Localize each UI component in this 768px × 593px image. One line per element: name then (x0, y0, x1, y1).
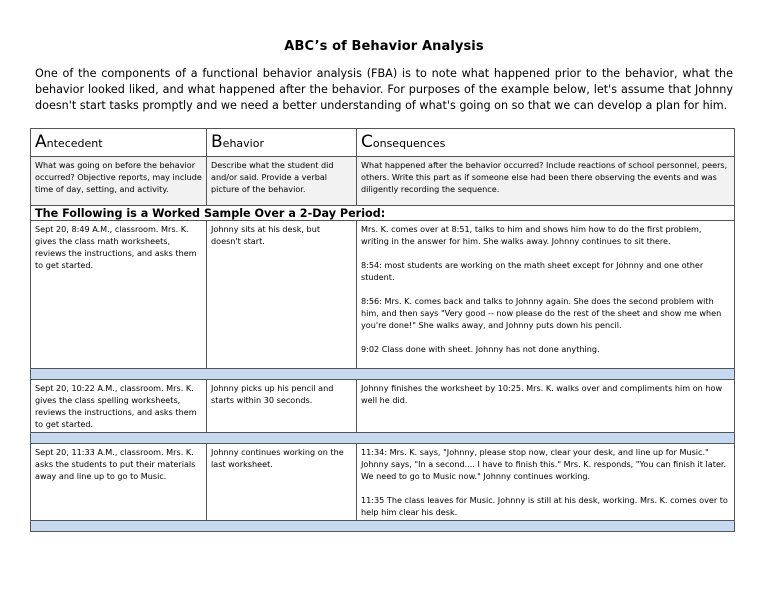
row-3-consequences (357, 444, 735, 521)
row-separator (31, 521, 735, 532)
row-2-consequences (357, 380, 735, 433)
consequence-entry: Johnny finishes the worksheet by 10:25. Mrs. K. walks over and compliments him on how well he did. (361, 383, 723, 405)
row-1-consequences (357, 221, 735, 369)
description-row (31, 157, 735, 206)
antecedent-description: What was going on before the behavior occurred? Objective reports, may include time of day, setting, and activity. (31, 157, 207, 206)
header-consequences-rest: onsequences (372, 137, 446, 150)
consequence-entry: 8:56: Mrs. K. comes back and talks to Johnny again. She does the second problem with him, and then says "Very good -- now please do the rest of the sheet and show me when you're done!" She walks away, and Johnny puts down his pencil. (361, 296, 722, 330)
row-separator (31, 369, 735, 380)
header-behavior-rest: ehavior (222, 137, 264, 150)
header-consequences-initial: C (361, 132, 373, 152)
document-title: ABC’s of Behavior Analysis (284, 39, 484, 54)
consequence-entry: 8:54: most students are working on the math sheet except for Johnny and one other student. (361, 260, 704, 282)
row-2-antecedent: Sept 20, 10:22 A.M., classroom. Mrs. K. gives the class spelling worksheets, reviews the instructions, and asks them to get started. (31, 380, 207, 433)
row-3-behavior: Johnny continues working on the last worksheet. (207, 444, 357, 521)
consequence-entry: Mrs. K. comes over at 8:51, talks to him and shows him how to do the first problem, writing in the answer for him. She walks away. Johnny continues to sit there. (361, 224, 702, 246)
worked-sample-row (31, 206, 735, 221)
worked-sample-label: The Following is a Worked Sample Over a 2-Day Period: (31, 206, 735, 221)
consequence-entry: 9:02 Class done with sheet. Johnny has not done anything. (361, 344, 600, 354)
row-1-antecedent: Sept 20, 8:49 A.M., classroom. Mrs. K. gives the class math worksheets, reviews the instructions, and asks them to get started. (31, 221, 207, 369)
intro-paragraph: One of the components of a functional behavior analysis (FBA) is to note what happened prior to the behavior, what the behavior looked liked, and what happened after the behavior. For purposes of the example below, let's assume that Johnny doesn't start tasks promptly and we need a better understanding of what's going on so that we can develop a plan for him. (35, 67, 733, 112)
header-antecedent (31, 129, 207, 157)
row-2-behavior: Johnny picks up his pencil and starts within 30 seconds. (207, 380, 357, 433)
row-1-behavior: Johnny sits at his desk, but doesn't start. (207, 221, 357, 369)
header-antecedent-rest: ntecedent (46, 137, 103, 150)
behavior-description: Describe what the student did and/or said. Provide a verbal picture of the behavior. (207, 157, 357, 206)
table-row (31, 380, 735, 433)
table-row (31, 444, 735, 521)
table-row (31, 221, 735, 369)
consequence-entry: 11:35 The class leaves for Music. Johnny is still at his desk, working. Mrs. K. comes over to help him clear his desk. (361, 495, 728, 517)
header-consequences (357, 129, 735, 157)
header-behavior-initial: B (211, 132, 223, 152)
header-behavior (207, 129, 357, 157)
row-separator (31, 433, 735, 444)
header-row (31, 129, 735, 157)
header-antecedent-initial: A (35, 132, 47, 152)
abc-table (30, 128, 735, 532)
consequences-description: What happened after the behavior occurred? Include reactions of school personnel, peers, others. Write this part as if someone else had been there observing the events and was diligently recording the sequence. (357, 157, 735, 206)
consequence-entry: 11:34: Mrs. K. says, "Johnny, please stop now, clear your desk, and line up for Music." Johnny says, "In a second.... I have to finish this." Mrs. K. responds, "You can finish it later. We need to go to Music now." Johnny continues working. (361, 447, 727, 481)
row-3-antecedent: Sept 20, 11:33 A.M., classroom. Mrs. K. asks the students to put their materials away and line up to go to Music. (31, 444, 207, 521)
